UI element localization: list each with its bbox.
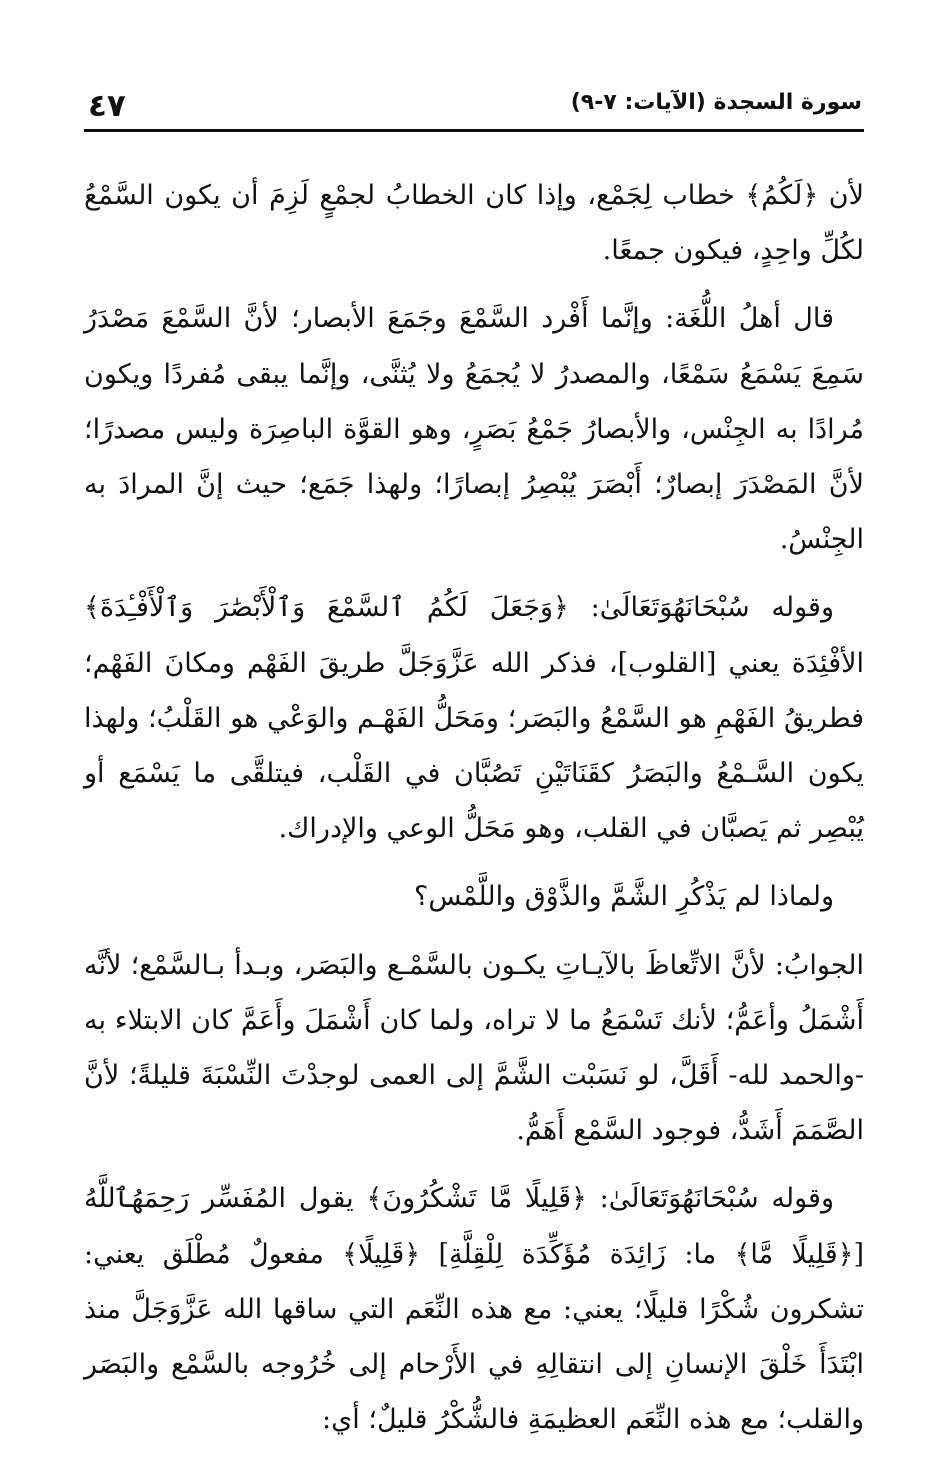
paragraph: الجوابُ: لأنَّ الاتِّعاظَ بالآيـاتِ يكـون بالسَّمْـع والبَصَر، وبـدأ بـالسَّمْع؛ لأنَّه أَشْمَلُ وأعَمُّ؛ لأنك تَسْمَعُ ما لا تراه، ولما كان أَشْمَلَ وأَعَمَّ كان الابتلاء به -والحمد لله- أَقَلَّ، لو نَسَبْت الشَّمَّ إلى العمى لوجدْتَ النِّسْبَةَ قليلةً؛ لأنَّ الصَّمَمَ أَشَدُّ، فوجود السَّمْع أَهَمُّ. xyxy=(84,949,864,1147)
paragraph: قال أهلُ اللُّغَة: وإنَّما أَفْرد السَّمْعَ وجَمَعَ الأبصار؛ لأنَّ السَّمْعَ مَصْدَرُ سَمِعَ يَسْمَعُ سَمْعًا، والمصدرُ لا يُجمَعُ ولا يُثنَّى، وإنَّما يبقى مُفردًا ويكون مُرادًا به الجِنْس، والأبصارُ جَمْعُ بَصَرٍ، وهو القوَّة الباصِرَة وليس مصدرًا؛ لأنَّ المَصْدَرَ إبصارٌ؛ أَبْصَرَ يُبْصِرُ إبصارًا؛ ولهذا جَمَع؛ حيث إنَّ المرادَ به الجِنْسُ. xyxy=(84,303,864,556)
paragraph: لأن ﴿لَكُمُ﴾ خطاب لِجَمْع، وإذا كان الخطابُ لجمْعٍ لَزِمَ أن يكون السَّمْعُ لكُلِّ واحِدٍ، فيكون جمعًا. xyxy=(84,180,864,267)
paragraph: وقوله سُبْحَانَهُوَتَعَالَىٰ: ﴿قَلِيلًا مَّا تَشْكُرُونَ﴾ يقول المُفَسِّر رَحِمَهُٱللَّهُ [﴿قَلِيلًا مَّا﴾ ما: زَائِدَة مُؤَكِّدَة لِلْقِلَّةِ] ﴿قَلِيلًا﴾ مفعولٌ مُطْلَق يعني: تشكرون شُكْرًا قليلًا؛ يعني: مع هذه النِّعَم التي ساقها الله عَزَّوَجَلَّ منذ ابْتَدَأَ خَلْقَ الإنسانِ إلى انتقالِهِ في الأَرْحام إلى خُرُوجه بالسَّمْع والبَصَر والقلب؛ مع هذه النِّعَم العظيمَةِ فالشُّكْرُ قليلٌ؛ أي: xyxy=(84,1183,864,1436)
paragraph: ولماذا لم يَذْكُرِ الشَّمَّ والذَّوْق واللَّمْس؟ xyxy=(414,881,834,913)
header-rule xyxy=(84,129,864,132)
body-text xyxy=(84,168,864,1460)
page-number: ٤٧ xyxy=(88,88,126,124)
paragraph: وقوله سُبْحَانَهُوَتَعَالَىٰ: ﴿وَجَعَلَ لَكُمُ ٱلسَّمْعَ وَٱلْأَبْصَٰرَ وَٱلْأَفْـِٔدَةَ﴾ الأفْئِدَة يعني [القلوب]، فذكر الله عَزَّوَجَلَّ طريقَ الفَهْم ومكانَ الفَهْم؛ فطريقُ الفَهْمِ هو السَّمْعُ والبَصَر؛ ومَحَلُّ الفَهْـم والوَعْي هو القَلْبُ؛ ولهذا يكون السَّـمْعُ والبَصَرُ كقَنَاتَيْنِ تَصُبَّان في القَلْب، فيتلقَّى ما يَسْمَع أو يُبْصِر ثم يَصبَّان في القلب، وهو مَحَلُّ الوعي والإدراك. xyxy=(84,592,864,845)
page-header xyxy=(84,88,862,132)
running-title: سورة السجدة (الآيات: ٧-٩) xyxy=(570,90,862,115)
